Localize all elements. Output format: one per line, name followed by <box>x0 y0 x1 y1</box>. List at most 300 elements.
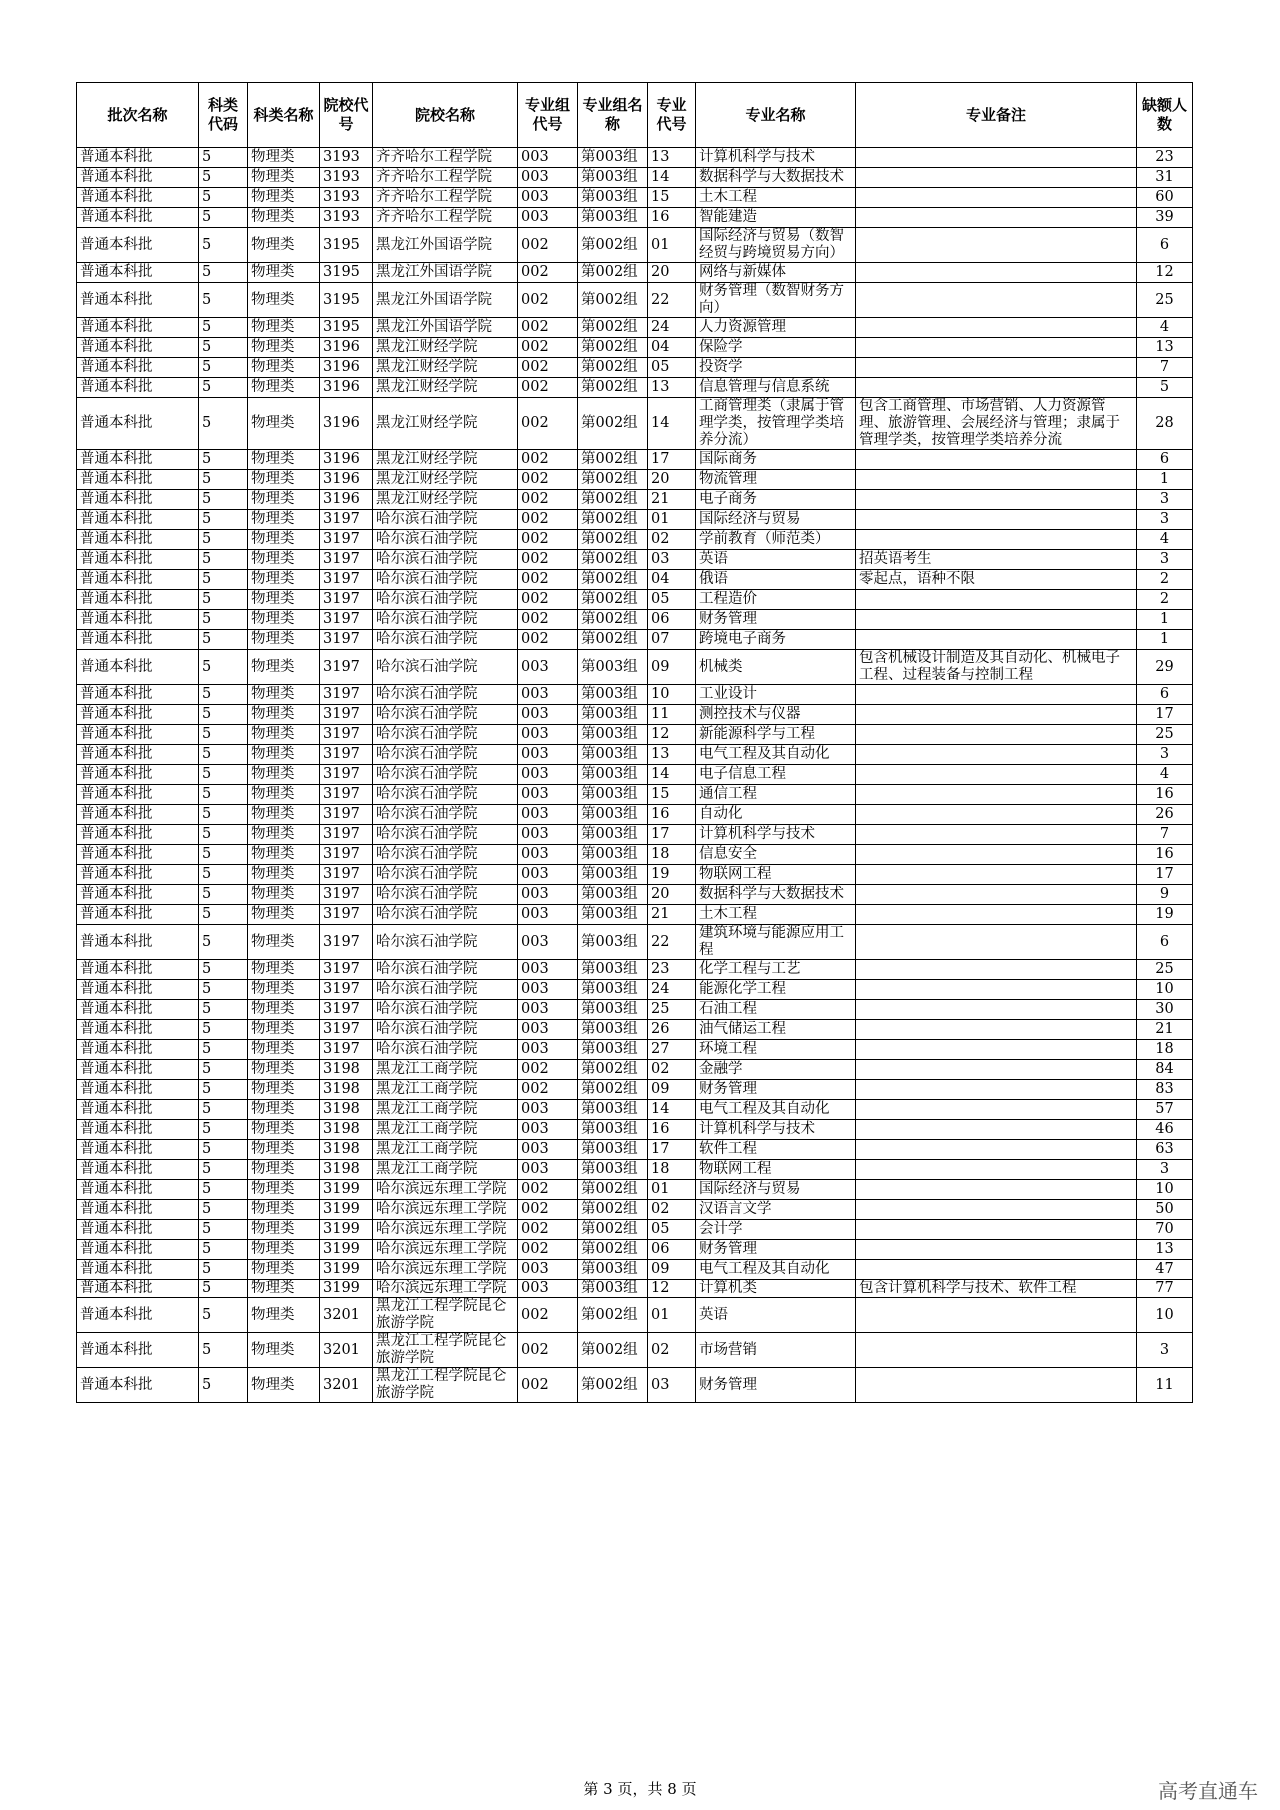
header-major-name: 专业名称 <box>696 83 856 148</box>
cell-group-name: 第002组 <box>578 263 648 283</box>
cell-category-name: 物理类 <box>248 510 320 530</box>
cell-major-code: 02 <box>648 1200 696 1220</box>
cell-school-name: 黑龙江外国语学院 <box>373 283 518 318</box>
cell-batch-name: 普通本科批 <box>77 490 199 510</box>
header-group-code: 专业组代号 <box>518 83 578 148</box>
cell-school-code: 3197 <box>320 685 373 705</box>
cell-vacancy-count: 19 <box>1137 905 1193 925</box>
cell-major-name: 机械类 <box>696 650 856 685</box>
cell-major-code: 05 <box>648 590 696 610</box>
cell-category-code: 5 <box>199 650 248 685</box>
cell-batch-name: 普通本科批 <box>77 630 199 650</box>
cell-batch-name: 普通本科批 <box>77 228 199 263</box>
cell-category-name: 物理类 <box>248 1040 320 1060</box>
cell-school-code: 3197 <box>320 925 373 960</box>
cell-school-code: 3199 <box>320 1180 373 1200</box>
cell-school-code: 3196 <box>320 450 373 470</box>
cell-category-name: 物理类 <box>248 705 320 725</box>
cell-batch-name: 普通本科批 <box>77 1040 199 1060</box>
cell-group-code: 002 <box>518 1333 578 1368</box>
cell-category-code: 5 <box>199 1120 248 1140</box>
cell-major-name: 俄语 <box>696 570 856 590</box>
cell-school-code: 3197 <box>320 960 373 980</box>
cell-major-note <box>856 450 1137 470</box>
cell-major-note <box>856 980 1137 1000</box>
cell-major-note <box>856 1080 1137 1100</box>
cell-batch-name: 普通本科批 <box>77 1000 199 1020</box>
cell-major-name: 财务管理 <box>696 610 856 630</box>
cell-group-code: 002 <box>518 358 578 378</box>
cell-vacancy-count: 70 <box>1137 1220 1193 1240</box>
cell-school-name: 哈尔滨石油学院 <box>373 865 518 885</box>
table-row <box>77 530 1193 550</box>
cell-major-name: 保险学 <box>696 338 856 358</box>
cell-group-name: 第002组 <box>578 228 648 263</box>
cell-major-name: 智能建造 <box>696 208 856 228</box>
cell-group-name: 第003组 <box>578 1020 648 1040</box>
table-row <box>77 510 1193 530</box>
cell-major-name: 电子信息工程 <box>696 765 856 785</box>
cell-group-code: 003 <box>518 1260 578 1280</box>
cell-vacancy-count: 10 <box>1137 980 1193 1000</box>
cell-school-name: 黑龙江财经学院 <box>373 450 518 470</box>
table-row <box>77 490 1193 510</box>
table-row <box>77 905 1193 925</box>
cell-category-code: 5 <box>199 685 248 705</box>
cell-major-name: 财务管理（数智财务方向） <box>696 283 856 318</box>
cell-group-name: 第002组 <box>578 1220 648 1240</box>
cell-group-code: 002 <box>518 283 578 318</box>
cell-group-name: 第002组 <box>578 283 648 318</box>
cell-category-code: 5 <box>199 398 248 450</box>
cell-school-name: 黑龙江工商学院 <box>373 1060 518 1080</box>
cell-vacancy-count: 77 <box>1137 1280 1193 1298</box>
cell-category-name: 物理类 <box>248 825 320 845</box>
cell-batch-name: 普通本科批 <box>77 510 199 530</box>
cell-school-name: 黑龙江工程学院昆仑旅游学院 <box>373 1298 518 1333</box>
cell-category-name: 物理类 <box>248 228 320 263</box>
cell-category-code: 5 <box>199 283 248 318</box>
cell-major-name: 会计学 <box>696 1220 856 1240</box>
cell-vacancy-count: 50 <box>1137 1200 1193 1220</box>
cell-vacancy-count: 10 <box>1137 1180 1193 1200</box>
table-row <box>77 283 1193 318</box>
cell-school-name: 黑龙江财经学院 <box>373 338 518 358</box>
cell-major-note <box>856 865 1137 885</box>
cell-major-name: 土木工程 <box>696 905 856 925</box>
cell-school-code: 3201 <box>320 1298 373 1333</box>
cell-group-code: 003 <box>518 845 578 865</box>
cell-major-note <box>856 1220 1137 1240</box>
cell-major-code: 16 <box>648 208 696 228</box>
cell-major-note <box>856 338 1137 358</box>
cell-category-code: 5 <box>199 1040 248 1060</box>
cell-group-name: 第003组 <box>578 1260 648 1280</box>
cell-group-name: 第002组 <box>578 1298 648 1333</box>
cell-major-note <box>856 805 1137 825</box>
cell-major-name: 工业设计 <box>696 685 856 705</box>
cell-group-name: 第002组 <box>578 398 648 450</box>
table-row <box>77 685 1193 705</box>
cell-group-name: 第003组 <box>578 785 648 805</box>
cell-group-code: 003 <box>518 1000 578 1020</box>
cell-group-name: 第002组 <box>578 1060 648 1080</box>
cell-major-code: 11 <box>648 705 696 725</box>
cell-batch-name: 普通本科批 <box>77 650 199 685</box>
cell-school-code: 3197 <box>320 785 373 805</box>
cell-category-code: 5 <box>199 1240 248 1260</box>
cell-major-code: 09 <box>648 1260 696 1280</box>
cell-category-name: 物理类 <box>248 450 320 470</box>
cell-major-code: 18 <box>648 1160 696 1180</box>
cell-group-code: 003 <box>518 725 578 745</box>
cell-category-code: 5 <box>199 570 248 590</box>
cell-major-note <box>856 885 1137 905</box>
cell-category-code: 5 <box>199 358 248 378</box>
cell-batch-name: 普通本科批 <box>77 398 199 450</box>
cell-school-name: 黑龙江工程学院昆仑旅游学院 <box>373 1333 518 1368</box>
cell-group-code: 003 <box>518 208 578 228</box>
cell-major-code: 21 <box>648 905 696 925</box>
cell-school-name: 黑龙江工商学院 <box>373 1100 518 1120</box>
cell-batch-name: 普通本科批 <box>77 168 199 188</box>
cell-group-code: 003 <box>518 745 578 765</box>
cell-category-code: 5 <box>199 825 248 845</box>
cell-category-code: 5 <box>199 785 248 805</box>
cell-vacancy-count: 28 <box>1137 398 1193 450</box>
cell-major-name: 电气工程及其自动化 <box>696 1260 856 1280</box>
cell-category-name: 物理类 <box>248 208 320 228</box>
cell-batch-name: 普通本科批 <box>77 1260 199 1280</box>
cell-category-code: 5 <box>199 925 248 960</box>
cell-major-name: 网络与新媒体 <box>696 263 856 283</box>
cell-vacancy-count: 4 <box>1137 530 1193 550</box>
cell-major-code: 23 <box>648 960 696 980</box>
cell-major-note <box>856 785 1137 805</box>
cell-category-name: 物理类 <box>248 980 320 1000</box>
cell-category-code: 5 <box>199 1280 248 1298</box>
table-row <box>77 168 1193 188</box>
cell-category-name: 物理类 <box>248 725 320 745</box>
cell-major-name: 环境工程 <box>696 1040 856 1060</box>
cell-vacancy-count: 12 <box>1137 263 1193 283</box>
cell-category-name: 物理类 <box>248 1060 320 1080</box>
cell-category-name: 物理类 <box>248 1160 320 1180</box>
cell-group-code: 003 <box>518 168 578 188</box>
cell-major-name: 通信工程 <box>696 785 856 805</box>
cell-major-name: 国际经济与贸易 <box>696 510 856 530</box>
cell-category-name: 物理类 <box>248 530 320 550</box>
cell-major-note <box>856 148 1137 168</box>
cell-major-code: 25 <box>648 1000 696 1020</box>
cell-school-code: 3198 <box>320 1060 373 1080</box>
cell-category-name: 物理类 <box>248 1000 320 1020</box>
cell-major-note <box>856 905 1137 925</box>
cell-vacancy-count: 25 <box>1137 725 1193 745</box>
cell-group-code: 002 <box>518 490 578 510</box>
cell-group-code: 002 <box>518 318 578 338</box>
cell-batch-name: 普通本科批 <box>77 825 199 845</box>
cell-group-name: 第003组 <box>578 1100 648 1120</box>
cell-group-code: 002 <box>518 1200 578 1220</box>
cell-category-name: 物理类 <box>248 1080 320 1100</box>
cell-major-name: 数据科学与大数据技术 <box>696 885 856 905</box>
cell-batch-name: 普通本科批 <box>77 705 199 725</box>
cell-batch-name: 普通本科批 <box>77 378 199 398</box>
cell-major-code: 17 <box>648 1140 696 1160</box>
cell-school-code: 3196 <box>320 338 373 358</box>
table-row <box>77 1160 1193 1180</box>
cell-batch-name: 普通本科批 <box>77 590 199 610</box>
cell-category-code: 5 <box>199 1160 248 1180</box>
cell-major-code: 02 <box>648 1333 696 1368</box>
cell-major-code: 13 <box>648 148 696 168</box>
cell-group-name: 第003组 <box>578 865 648 885</box>
cell-major-note <box>856 1100 1137 1120</box>
cell-vacancy-count: 46 <box>1137 1120 1193 1140</box>
cell-category-name: 物理类 <box>248 358 320 378</box>
cell-batch-name: 普通本科批 <box>77 1160 199 1180</box>
cell-school-code: 3193 <box>320 188 373 208</box>
cell-school-name: 哈尔滨石油学院 <box>373 705 518 725</box>
cell-group-code: 002 <box>518 630 578 650</box>
cell-school-code: 3197 <box>320 845 373 865</box>
cell-major-code: 03 <box>648 550 696 570</box>
cell-school-code: 3199 <box>320 1280 373 1298</box>
cell-school-code: 3198 <box>320 1160 373 1180</box>
cell-category-code: 5 <box>199 1060 248 1080</box>
cell-major-code: 01 <box>648 1180 696 1200</box>
cell-school-name: 哈尔滨石油学院 <box>373 530 518 550</box>
cell-group-name: 第003组 <box>578 980 648 1000</box>
cell-school-name: 哈尔滨石油学院 <box>373 630 518 650</box>
cell-major-name: 计算机科学与技术 <box>696 825 856 845</box>
cell-group-code: 002 <box>518 550 578 570</box>
cell-vacancy-count: 1 <box>1137 630 1193 650</box>
cell-category-code: 5 <box>199 263 248 283</box>
cell-group-name: 第003组 <box>578 885 648 905</box>
watermark: 高考直通车 <box>1158 1779 1258 1803</box>
cell-batch-name: 普通本科批 <box>77 805 199 825</box>
cell-major-code: 15 <box>648 785 696 805</box>
cell-major-name: 学前教育（师范类） <box>696 530 856 550</box>
cell-school-code: 3197 <box>320 610 373 630</box>
cell-group-name: 第003组 <box>578 745 648 765</box>
cell-group-code: 003 <box>518 1160 578 1180</box>
cell-category-name: 物理类 <box>248 765 320 785</box>
cell-vacancy-count: 30 <box>1137 1000 1193 1020</box>
cell-category-code: 5 <box>199 1368 248 1403</box>
table-row <box>77 550 1193 570</box>
cell-vacancy-count: 3 <box>1137 510 1193 530</box>
cell-group-code: 003 <box>518 705 578 725</box>
table-row <box>77 1020 1193 1040</box>
cell-batch-name: 普通本科批 <box>77 208 199 228</box>
cell-major-code: 10 <box>648 685 696 705</box>
cell-vacancy-count: 6 <box>1137 228 1193 263</box>
cell-major-code: 17 <box>648 825 696 845</box>
cell-category-code: 5 <box>199 1140 248 1160</box>
table-row <box>77 1140 1193 1160</box>
cell-major-name: 石油工程 <box>696 1000 856 1020</box>
cell-vacancy-count: 2 <box>1137 590 1193 610</box>
cell-batch-name: 普通本科批 <box>77 1120 199 1140</box>
cell-group-code: 002 <box>518 1180 578 1200</box>
cell-vacancy-count: 63 <box>1137 1140 1193 1160</box>
cell-group-code: 003 <box>518 1140 578 1160</box>
cell-school-name: 哈尔滨石油学院 <box>373 885 518 905</box>
cell-school-name: 黑龙江外国语学院 <box>373 228 518 263</box>
cell-major-code: 01 <box>648 1298 696 1333</box>
cell-school-code: 3193 <box>320 148 373 168</box>
cell-category-code: 5 <box>199 530 248 550</box>
cell-major-name: 金融学 <box>696 1060 856 1080</box>
cell-group-code: 002 <box>518 1240 578 1260</box>
cell-vacancy-count: 3 <box>1137 745 1193 765</box>
cell-category-name: 物理类 <box>248 1200 320 1220</box>
cell-major-note <box>856 925 1137 960</box>
cell-batch-name: 普通本科批 <box>77 263 199 283</box>
cell-group-name: 第002组 <box>578 570 648 590</box>
cell-major-code: 14 <box>648 1100 696 1120</box>
table-row <box>77 885 1193 905</box>
cell-major-name: 信息管理与信息系统 <box>696 378 856 398</box>
cell-category-code: 5 <box>199 228 248 263</box>
cell-major-name: 市场营销 <box>696 1333 856 1368</box>
cell-batch-name: 普通本科批 <box>77 283 199 318</box>
cell-major-code: 04 <box>648 570 696 590</box>
cell-vacancy-count: 6 <box>1137 685 1193 705</box>
cell-major-code: 16 <box>648 1120 696 1140</box>
cell-vacancy-count: 17 <box>1137 705 1193 725</box>
cell-group-name: 第003组 <box>578 960 648 980</box>
cell-group-code: 002 <box>518 1060 578 1080</box>
cell-group-name: 第003组 <box>578 208 648 228</box>
cell-batch-name: 普通本科批 <box>77 685 199 705</box>
cell-vacancy-count: 57 <box>1137 1100 1193 1120</box>
cell-school-name: 黑龙江工商学院 <box>373 1160 518 1180</box>
cell-school-name: 哈尔滨石油学院 <box>373 925 518 960</box>
cell-group-code: 003 <box>518 905 578 925</box>
table-row <box>77 398 1193 450</box>
cell-major-code: 21 <box>648 490 696 510</box>
cell-category-name: 物理类 <box>248 470 320 490</box>
table-row <box>77 980 1193 1000</box>
cell-category-code: 5 <box>199 1200 248 1220</box>
table-row <box>77 1080 1193 1100</box>
table-row <box>77 228 1193 263</box>
cell-group-name: 第002组 <box>578 338 648 358</box>
cell-major-name: 自动化 <box>696 805 856 825</box>
cell-major-note <box>856 630 1137 650</box>
cell-category-code: 5 <box>199 148 248 168</box>
cell-school-name: 哈尔滨石油学院 <box>373 570 518 590</box>
cell-major-code: 20 <box>648 263 696 283</box>
cell-group-code: 003 <box>518 1100 578 1120</box>
cell-major-note <box>856 1040 1137 1060</box>
cell-school-name: 哈尔滨远东理工学院 <box>373 1280 518 1298</box>
cell-major-note <box>856 358 1137 378</box>
cell-school-name: 黑龙江外国语学院 <box>373 318 518 338</box>
cell-category-code: 5 <box>199 865 248 885</box>
cell-group-code: 002 <box>518 590 578 610</box>
cell-school-code: 3193 <box>320 208 373 228</box>
cell-batch-name: 普通本科批 <box>77 1180 199 1200</box>
cell-major-code: 16 <box>648 805 696 825</box>
cell-vacancy-count: 60 <box>1137 188 1193 208</box>
cell-batch-name: 普通本科批 <box>77 1220 199 1240</box>
cell-major-code: 24 <box>648 318 696 338</box>
cell-school-code: 3197 <box>320 530 373 550</box>
cell-group-name: 第003组 <box>578 1140 648 1160</box>
cell-group-code: 003 <box>518 148 578 168</box>
cell-group-code: 003 <box>518 960 578 980</box>
table-row <box>77 1260 1193 1280</box>
cell-category-name: 物理类 <box>248 745 320 765</box>
cell-batch-name: 普通本科批 <box>77 1060 199 1080</box>
cell-vacancy-count: 9 <box>1137 885 1193 905</box>
cell-major-name: 计算机科学与技术 <box>696 1120 856 1140</box>
cell-major-name: 英语 <box>696 550 856 570</box>
cell-major-note <box>856 470 1137 490</box>
table-row <box>77 630 1193 650</box>
cell-major-name: 投资学 <box>696 358 856 378</box>
cell-school-name: 哈尔滨石油学院 <box>373 765 518 785</box>
cell-major-name: 信息安全 <box>696 845 856 865</box>
cell-vacancy-count: 7 <box>1137 358 1193 378</box>
cell-group-code: 003 <box>518 1020 578 1040</box>
cell-category-code: 5 <box>199 1260 248 1280</box>
cell-group-code: 003 <box>518 885 578 905</box>
cell-school-name: 哈尔滨远东理工学院 <box>373 1260 518 1280</box>
header-group-name: 专业组名称 <box>578 83 648 148</box>
cell-vacancy-count: 1 <box>1137 610 1193 630</box>
cell-school-code: 3197 <box>320 980 373 1000</box>
cell-group-name: 第003组 <box>578 1280 648 1298</box>
cell-major-name: 物流管理 <box>696 470 856 490</box>
cell-major-note <box>856 705 1137 725</box>
cell-major-name: 人力资源管理 <box>696 318 856 338</box>
cell-group-name: 第003组 <box>578 168 648 188</box>
cell-group-name: 第002组 <box>578 470 648 490</box>
cell-vacancy-count: 3 <box>1137 490 1193 510</box>
cell-vacancy-count: 18 <box>1137 1040 1193 1060</box>
cell-batch-name: 普通本科批 <box>77 960 199 980</box>
cell-group-name: 第002组 <box>578 610 648 630</box>
cell-major-name: 财务管理 <box>696 1368 856 1403</box>
cell-major-name: 物联网工程 <box>696 1160 856 1180</box>
cell-school-name: 哈尔滨远东理工学院 <box>373 1240 518 1260</box>
cell-group-code: 003 <box>518 685 578 705</box>
cell-major-name: 工商管理类（隶属于管理学类，按管理学类培养分流） <box>696 398 856 450</box>
cell-category-code: 5 <box>199 960 248 980</box>
cell-major-note <box>856 590 1137 610</box>
table-row <box>77 1333 1193 1368</box>
cell-batch-name: 普通本科批 <box>77 765 199 785</box>
cell-category-code: 5 <box>199 610 248 630</box>
cell-major-name: 国际经济与贸易（数智经贸与跨境贸易方向） <box>696 228 856 263</box>
cell-category-code: 5 <box>199 1100 248 1120</box>
cell-school-code: 3199 <box>320 1220 373 1240</box>
cell-group-name: 第002组 <box>578 378 648 398</box>
cell-major-note <box>856 1000 1137 1020</box>
cell-school-name: 哈尔滨石油学院 <box>373 980 518 1000</box>
table-row <box>77 705 1193 725</box>
cell-major-code: 24 <box>648 980 696 1000</box>
cell-category-code: 5 <box>199 1080 248 1100</box>
cell-major-code: 13 <box>648 745 696 765</box>
page-number: 第 3 页，共 8 页 <box>583 1780 697 1798</box>
